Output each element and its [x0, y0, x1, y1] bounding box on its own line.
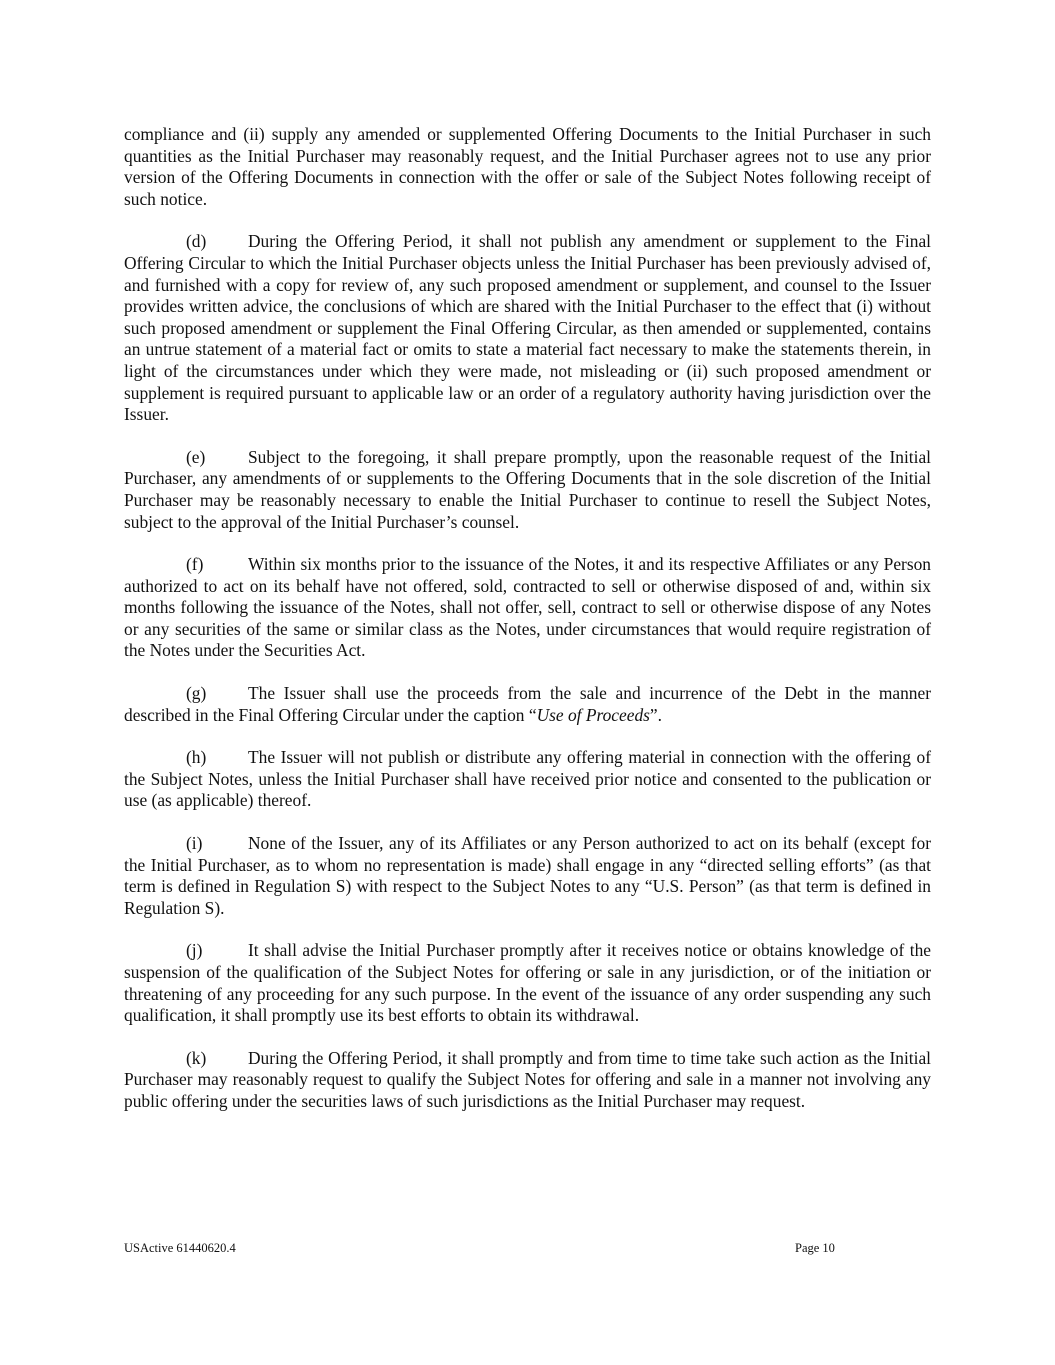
paragraph-g [124, 683, 931, 726]
paragraph-text: During the Offering Period, it shall promptly and from time to time take such action as the Initial Purchaser may reasonably request to qualify the Subject Notes for offering and sale in a manner not involving any public offering under the securities laws of such jurisdictions as the Initial Purchaser may request. [124, 1047, 931, 1111]
paragraph-text: Within six months prior to the issuance of the Notes, it and its respective Affiliates or any Person authorized to act on its behalf have not offered, sold, contracted to sell or otherwise disposed of and, within six months following the issuance of the Notes, shall not offer, sell, contract to sell or otherwise dispose of any Notes or any securities of the same or similar class as the Notes, under circumstances that would require registration of the Notes under the Securities Act. [124, 554, 931, 661]
paragraph-d [124, 231, 931, 425]
paragraph-text: It shall advise the Initial Purchaser promptly after it receives notice or obtains knowledge of the suspension of the qualification of the Subject Notes for offering or sale in any jurisdiction, or of the initiation or threatening of any proceeding for any such purpose. In the event of the issuance of any order suspending any such qualification, it shall promptly use its best efforts to obtain its withdrawal. [124, 940, 931, 1026]
paragraph-i [124, 833, 931, 919]
paragraph-label: (e) [186, 446, 206, 467]
paragraph-label: (g) [186, 683, 207, 704]
footer-doc-id: USActive 61440620.4 [124, 1241, 236, 1255]
paragraph-label: (f) [186, 554, 204, 575]
paragraph-f [124, 554, 931, 662]
paragraph-text: None of the Issuer, any of its Affiliates or any Person authorized to act on its behalf (except for the Initial Purchaser, as to whom no representation is made) shall engage in any “directed selling efforts” (as that term is defined in Regulation S) with respect to the Subject Notes to any “U.S. Person” (as that term is defined in Regulation S). [124, 833, 931, 918]
paragraph-label: (i) [186, 833, 203, 854]
paragraph-continuation: compliance and (ii) supply any amended or supplemented Offering Documents to the Initial Purchaser in such quantities as the Initial Purchaser may reasonably request, and the Initial Purchaser agrees not to use any prior version of the Offering Documents in connection with the offer or sale of the Subject Notes following receipt of such notice. [124, 124, 931, 209]
footer-page-number: Page 10 [795, 1241, 835, 1255]
paragraph-h [124, 747, 931, 812]
paragraph-k [124, 1048, 931, 1113]
paragraph-label: (d) [186, 231, 207, 252]
paragraph-text-end: ”. [649, 704, 662, 725]
paragraph-text: The Issuer will not publish or distribute any offering material in connection with the offering of the Subject Notes, unless the Initial Purchaser shall have received prior notice and consented to the publication or use (as applicable) thereof. [124, 747, 931, 811]
paragraph-label: (k) [186, 1047, 207, 1068]
paragraph-label: (h) [186, 747, 207, 768]
paragraph-j [124, 940, 931, 1026]
caption-use-of-proceeds: Use of Proceeds [536, 704, 650, 725]
paragraph-text: During the Offering Period, it shall not publish any amendment or supplement to the Final Offering Circular to which the Initial Purchaser objects unless the Initial Purchaser has been previously advised of, and furnished with a copy for review of, any such proposed amendment or supplement, and counsel to the Issuer provides written advice, the conclusions of which are shared with the Initial Purchaser to the effect that (i) without such proposed amendment or supplement the Final Offering Circular, as then amended or supplemented, contains an untrue statement of a material fact or omits to state a material fact necessary to make the statements therein, in light of the circumstances under which they were made, not misleading or (ii) such proposed amendment or supplement is required pursuant to applicable law or an order of a regulatory authority having jurisdiction over the Issuer. [124, 231, 931, 425]
paragraph-text: Subject to the foregoing, it shall prepare promptly, upon the reasonable request of the Initial Purchaser, any amendments of or supplements to the Offering Documents that in the sole discretion of the Initial Purchaser may be reasonably necessary to enable the Initial Purchaser to continue to resell the Subject Notes, subject to the approval of the Initial Purchaser’s counsel. [124, 446, 931, 532]
paragraph-e [124, 447, 931, 533]
paragraph-label: (j) [186, 940, 203, 961]
paragraph-text: The Issuer shall use the proceeds from the sale and incurrence of the Debt in the manner described in the Final Offering Circular under the caption “ [124, 683, 931, 725]
document-body [124, 124, 931, 1134]
